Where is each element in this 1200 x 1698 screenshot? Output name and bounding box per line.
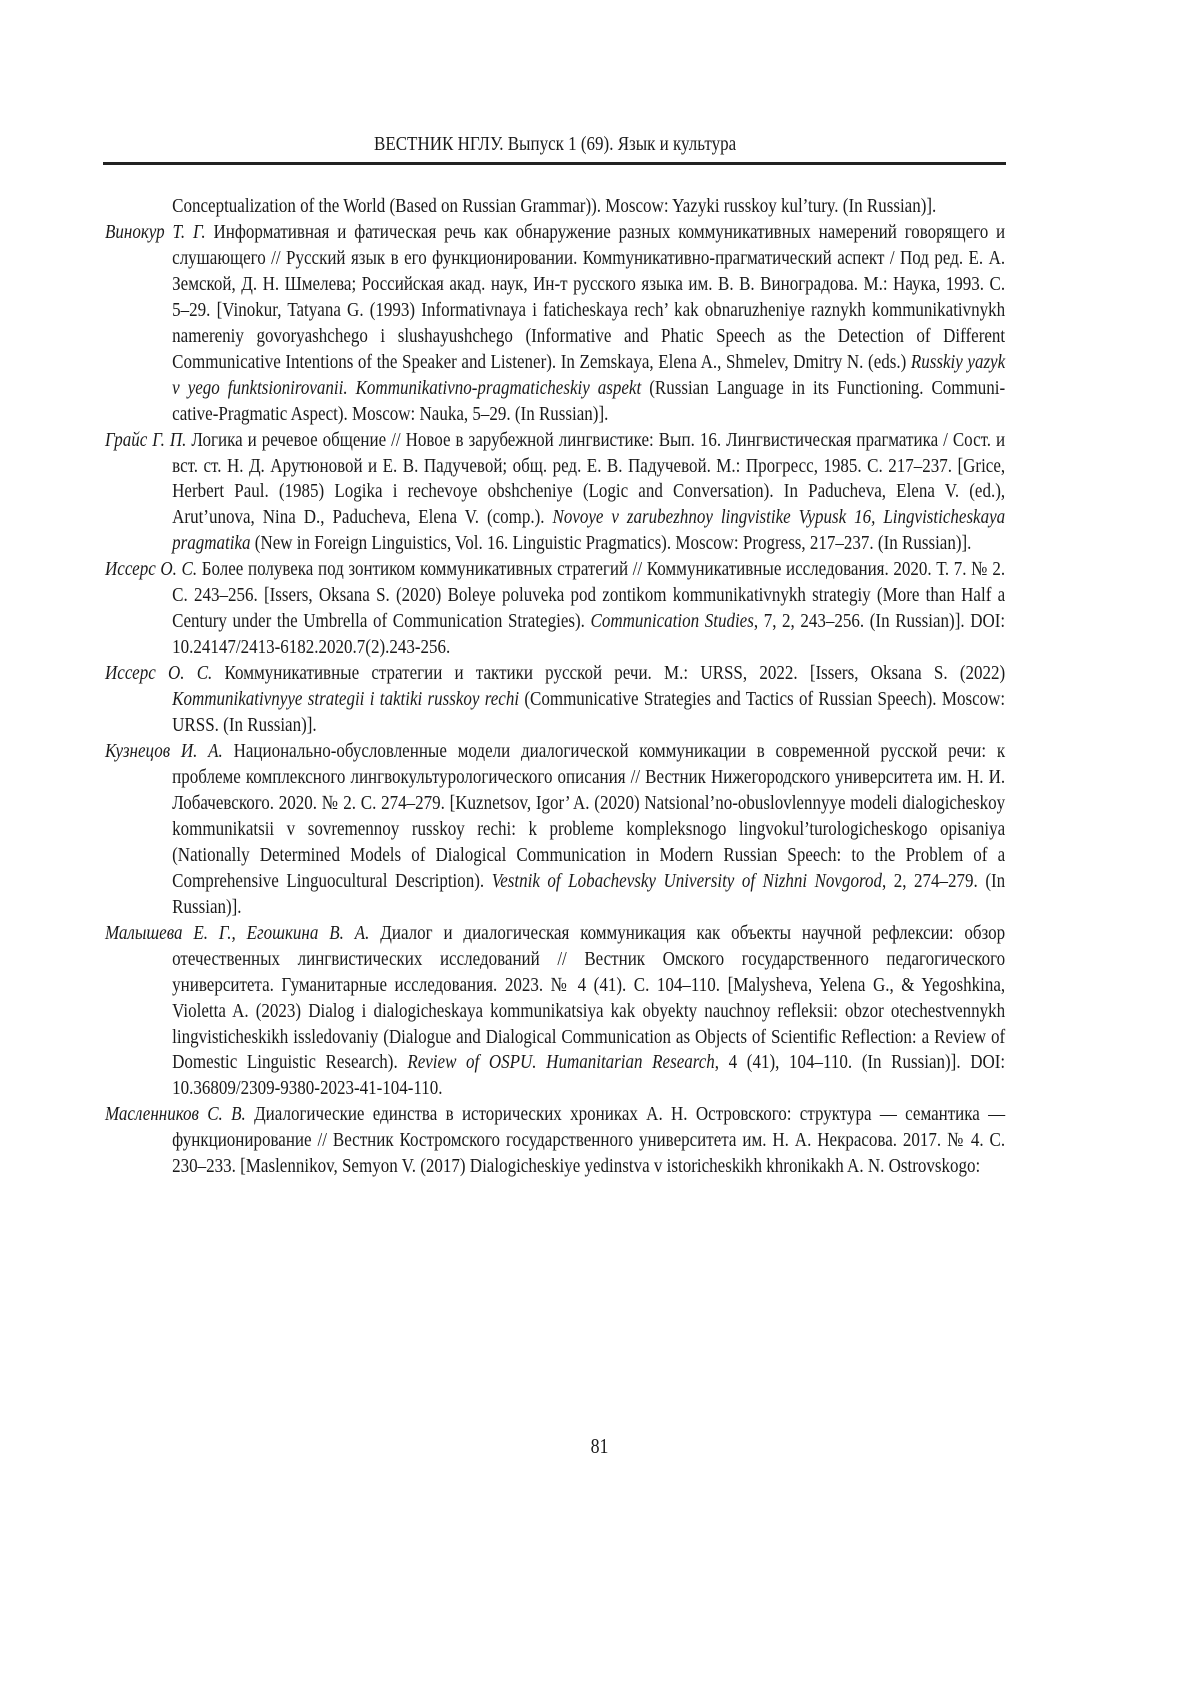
reference-title-italic: Russkiy yazyk v yego funktsionirovanii. Kommunikativno-pragmaticheskiy aspekt — [172, 351, 1005, 399]
reference-author: Кузнецов И. А. — [105, 740, 223, 762]
reference-author: Грайс Г. П. — [105, 429, 186, 451]
page-number: 81 — [540, 1434, 659, 1459]
reference-title-italic: Communication Studies — [591, 610, 754, 632]
reference-entry — [105, 739, 1005, 921]
reference-entry — [105, 428, 1005, 558]
reference-author: Иссерс О. С. — [105, 558, 197, 580]
reference-text: Диалогические единства в исторических хрониках А. Н. Островского: структура — семантика — функционирование // Вестник Костромского государствен­ного университета им. Н. А. Некрасова. 2017. № 4. С. 230–233. [Maslennikov, Semyon V. (2017) Dialogicheskiye yedinstva v istoricheskikh khronikakh A. N. Ostrovskogo: — [172, 1103, 1005, 1177]
reference-text: (Russian Language in its Functioning. Communi­cative-Pragmatic Aspect). Moscow: Nauka, 5–29. (In Russian)]. — [172, 377, 1005, 425]
reference-entry — [105, 921, 1005, 1103]
reference-text: (New in Foreign Linguistics, Vol. 16. Linguistic Pragmatics). Moscow: Progress, 217–237. (In Russian)]. — [251, 532, 972, 554]
reference-text: Более полувека под зонтиком коммуникативных стратегий // Коммуникативные исследования. 2020. Т. 7. № 2. С. 243–256. [Issers, Oksana S. (2020) Boleye poluveka pod zontikom kommunikativnykh strategiy (More than Half a Century under the Umbrella of Communication Strategies). — [172, 558, 1005, 632]
reference-author: Масленников С. В. — [105, 1103, 246, 1125]
reference-title-italic: Review of OSPU. Humanitarian Research — [407, 1051, 714, 1073]
reference-entry — [105, 661, 1005, 739]
reference-entry — [105, 220, 1005, 428]
reference-text: , 4 (41), 104–110. (In Russian)]. DOI: 10.36809/2309-9380-2023-41-104-110. — [172, 1051, 1005, 1099]
reference-entry — [105, 1102, 1005, 1180]
reference-text: Логика и речевое общение // Новое в зарубежной лингвистике: Вып. 16. Лингви­стическая прагматика / Сост. и вст. ст. Н. Д. Арутюновой и Е. В. Падучевой; общ. ред. Е. В. Падучевой. М.: Прогресс, 1985. С. 217–237. [Grice, Herbert Paul. (1985) Logika i rechevoye obshcheniye (Logic and Conversation). In Paducheva, Elena V. (ed.), Arut’unova, Nina D., Paducheva, Elena V. (comp.). — [172, 429, 1005, 529]
reference-entry-continued — [105, 194, 1005, 220]
reference-list — [105, 194, 1005, 1180]
reference-text: (Communicative Strate­gies and Tactics of Russian Speech). Moscow: URSS. (In Russian)]. — [172, 688, 1005, 736]
reference-text: Conceptualization of the World (Based on Russian Grammar)). Moscow: Yazyki russkoy kul’tury. (In Russian)]. — [172, 195, 936, 217]
reference-author: Малышева Е. Г., Егошкина В. А. — [105, 922, 369, 944]
reference-text: Коммуникативные стратегии и тактики русской речи. М.: URSS, 2022. [Issers, Oksana S. (2022) — [212, 662, 1005, 684]
reference-author: Винокур Т. Г. — [105, 221, 206, 243]
reference-text: Информативная и фатическая речь как обнаружение разных коммуникативных намерений говорящего и слушающего // Русский язык в его функционировании. Ком­mуникативно-прагматический аспект / Под ред. Е. А. Земской, Д. Н. Шмелева; Россий­ская акад. наук, Ин-т русского языка им. В. В. Виноградова. М.: Наука, 1993. С. 5–29. [Vinokur, Tatyana G. (1993) Informativnaya i faticheskaya rech’ kak obnaruzheniye raznykh kommunikativnykh namereniy govoryashchego i slushayushchego (Informative and Phatic Speech as the Detection of Different Communicative Intentions of the Speaker and Listener). In Zemskaya, Elena A., Shmelev, Dmitry N. (eds.) — [172, 221, 1005, 373]
reference-title-italic: Novoye v zarubezhnoy lingvistike Vypusk 16, Lingvisticheskaya pragmatika — [172, 506, 1005, 554]
reference-text: Диалог и диалогическая коммуникация как объекты научной рефлексии: обзор отечественных лингвистических исследований // Вестник Омского государственного педагогического университета. Гуманитарные исследования. 2023. № 4 (41). С. 104–110. [Malysheva, Yelena G., & Yegoshkina, Violetta A. (2023) Dialog i dialogicheskaya kommunikatsiya kak obyekty nauchnoy refleksii: obzor otechestvennykh lingvisticheskikh issledovaniy (Dialogue and Dialogical Communication as Objects of Scien­tific Reflection: a Review of Domestic Linguistic Research). — [172, 922, 1005, 1074]
running-header: ВЕСТНИК НГЛУ. Выпуск 1 (69). Язык и культура — [105, 131, 1005, 157]
reference-title-italic: Vestnik of Lobachevsky University of Nizhni Novgorod — [492, 870, 882, 892]
reference-text: Национально-обусловленные модели диалогической коммуникации в совре­менной русской речи: к проблеме комплексного лингвокультурологического описа­ния // Вестник Нижегородского университета им. Н. И. Лобачевского. 2020. № 2. С. 274–279. [Kuznetsov, Igor’ A. (2020) Natsional’no-obuslovlennyye modeli dialog­icheskoy kommunikatsii v sovremennoy russkoy rechi: k probleme kompleksnogo lingvokul’turologicheskogo opisaniya (Nationally Determined Models of Dialogical Commu­nication in Modern Russian Speech: to the Problem of a Comprehensive Linguocultural De­scription). — [172, 740, 1005, 892]
reference-title-italic: Kommunikativnyye strategii i taktiki russkoy rechi — [172, 688, 519, 710]
reference-entry — [105, 557, 1005, 661]
reference-text: , 7, 2, 243–256. (In Russian)]. DOI: 10.24147/2413-6182.2020.7(2).243-256. — [172, 610, 1005, 658]
reference-text: , 2, 274–279. (In Russian)]. — [172, 870, 1005, 918]
header-divider — [103, 162, 1006, 165]
reference-author: Иссерс О. С. — [105, 662, 212, 684]
